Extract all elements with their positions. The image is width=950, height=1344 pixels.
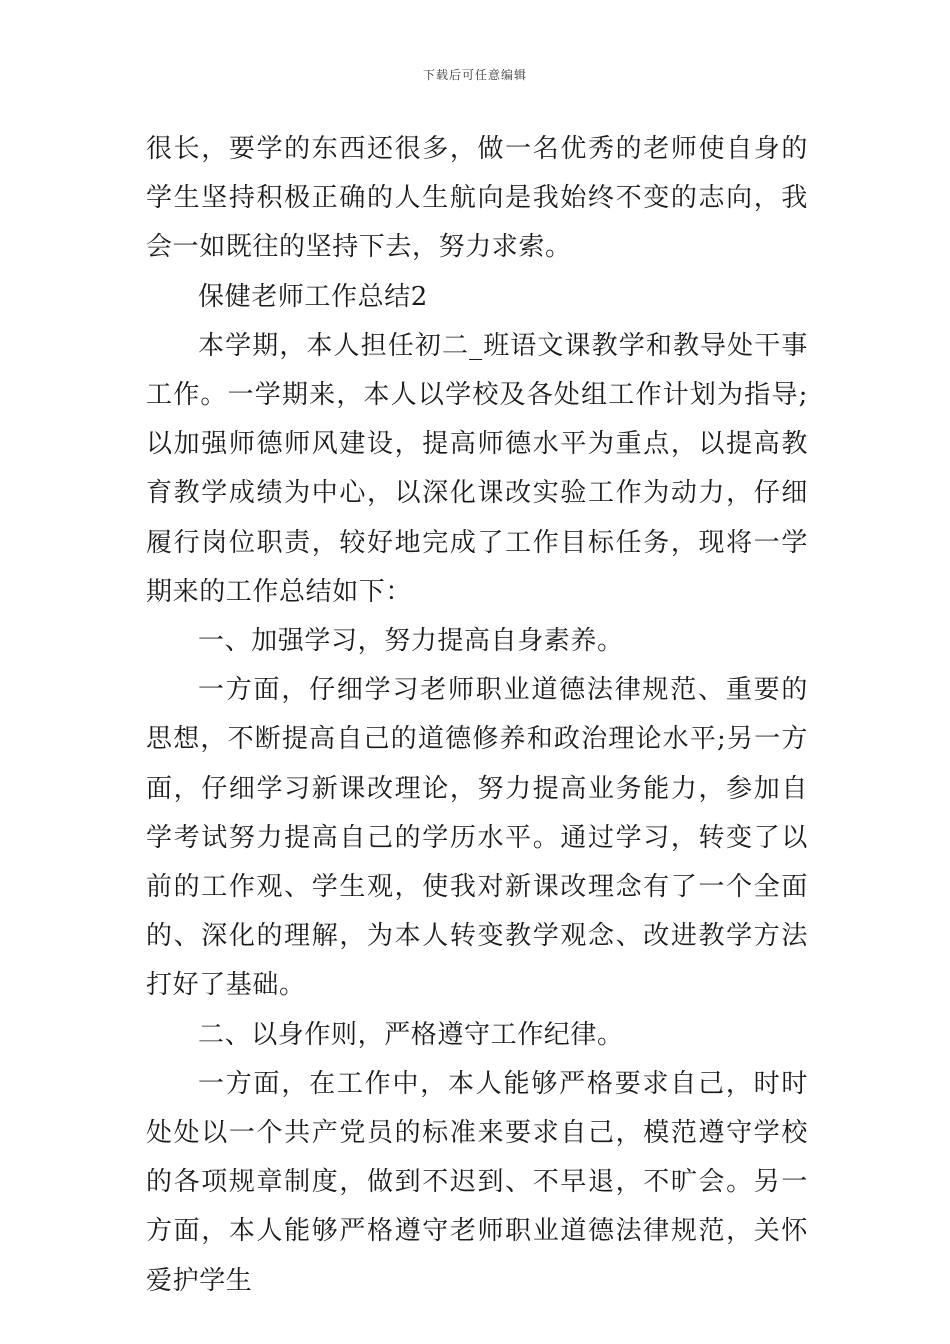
heading-one: 一、加强学习，努力提高自身素养。 [198, 626, 624, 657]
paragraph-discipline: 一方面，在工作中，本人能够严格要求自己，时时处处以一个共产党员的标准来要求自己，模范遵守学校的各项规章制度，做到不迟到、不早退，不旷会。另一方面，本人能够严格遵守老师职业道德法律规范，关怀爱护学生 [146, 1068, 808, 1296]
heading-two: 二、以身作则，严格遵守工作纪律。 [198, 1019, 624, 1050]
paragraph-study: 一方面，仔细学习老师职业道德法律规范、重要的思想，不断提高自己的道德修养和政治理论水平;另一方面，仔细学习新课改理论，努力提高业务能力，参加自学考试努力提高自己的学历水平。通过学习，转变了以前的工作观、学生观，使我对新课改理念有了一个全面的、深化的理解，为本人转变教学观念、改进教学方法打好了基础。 [146, 675, 808, 1001]
document-body [146, 125, 808, 1306]
paragraph-continuation: 很长，要学的东西还很多，做一名优秀的老师使自身的学生坚持积极正确的人生航向是我始终不变的志向，我会一如既往的坚持下去，努力求索。 [146, 134, 808, 263]
section-title: 保健老师工作总结2 [198, 281, 428, 312]
paragraph-intro: 本学期，本人担任初二_班语文课教学和教导处干事工作。一学期来，本人以学校及各处组工作计划为指导;以加强师德师风建设，提高师德水平为重点，以提高教育教学成绩为中心，以深化课改实验工作为动力，仔细履行岗位职责，较好地完成了工作目标任务，现将一学期来的工作总结如下： [146, 330, 808, 607]
page-header-note: 下载后可任意编辑 [422, 68, 527, 82]
